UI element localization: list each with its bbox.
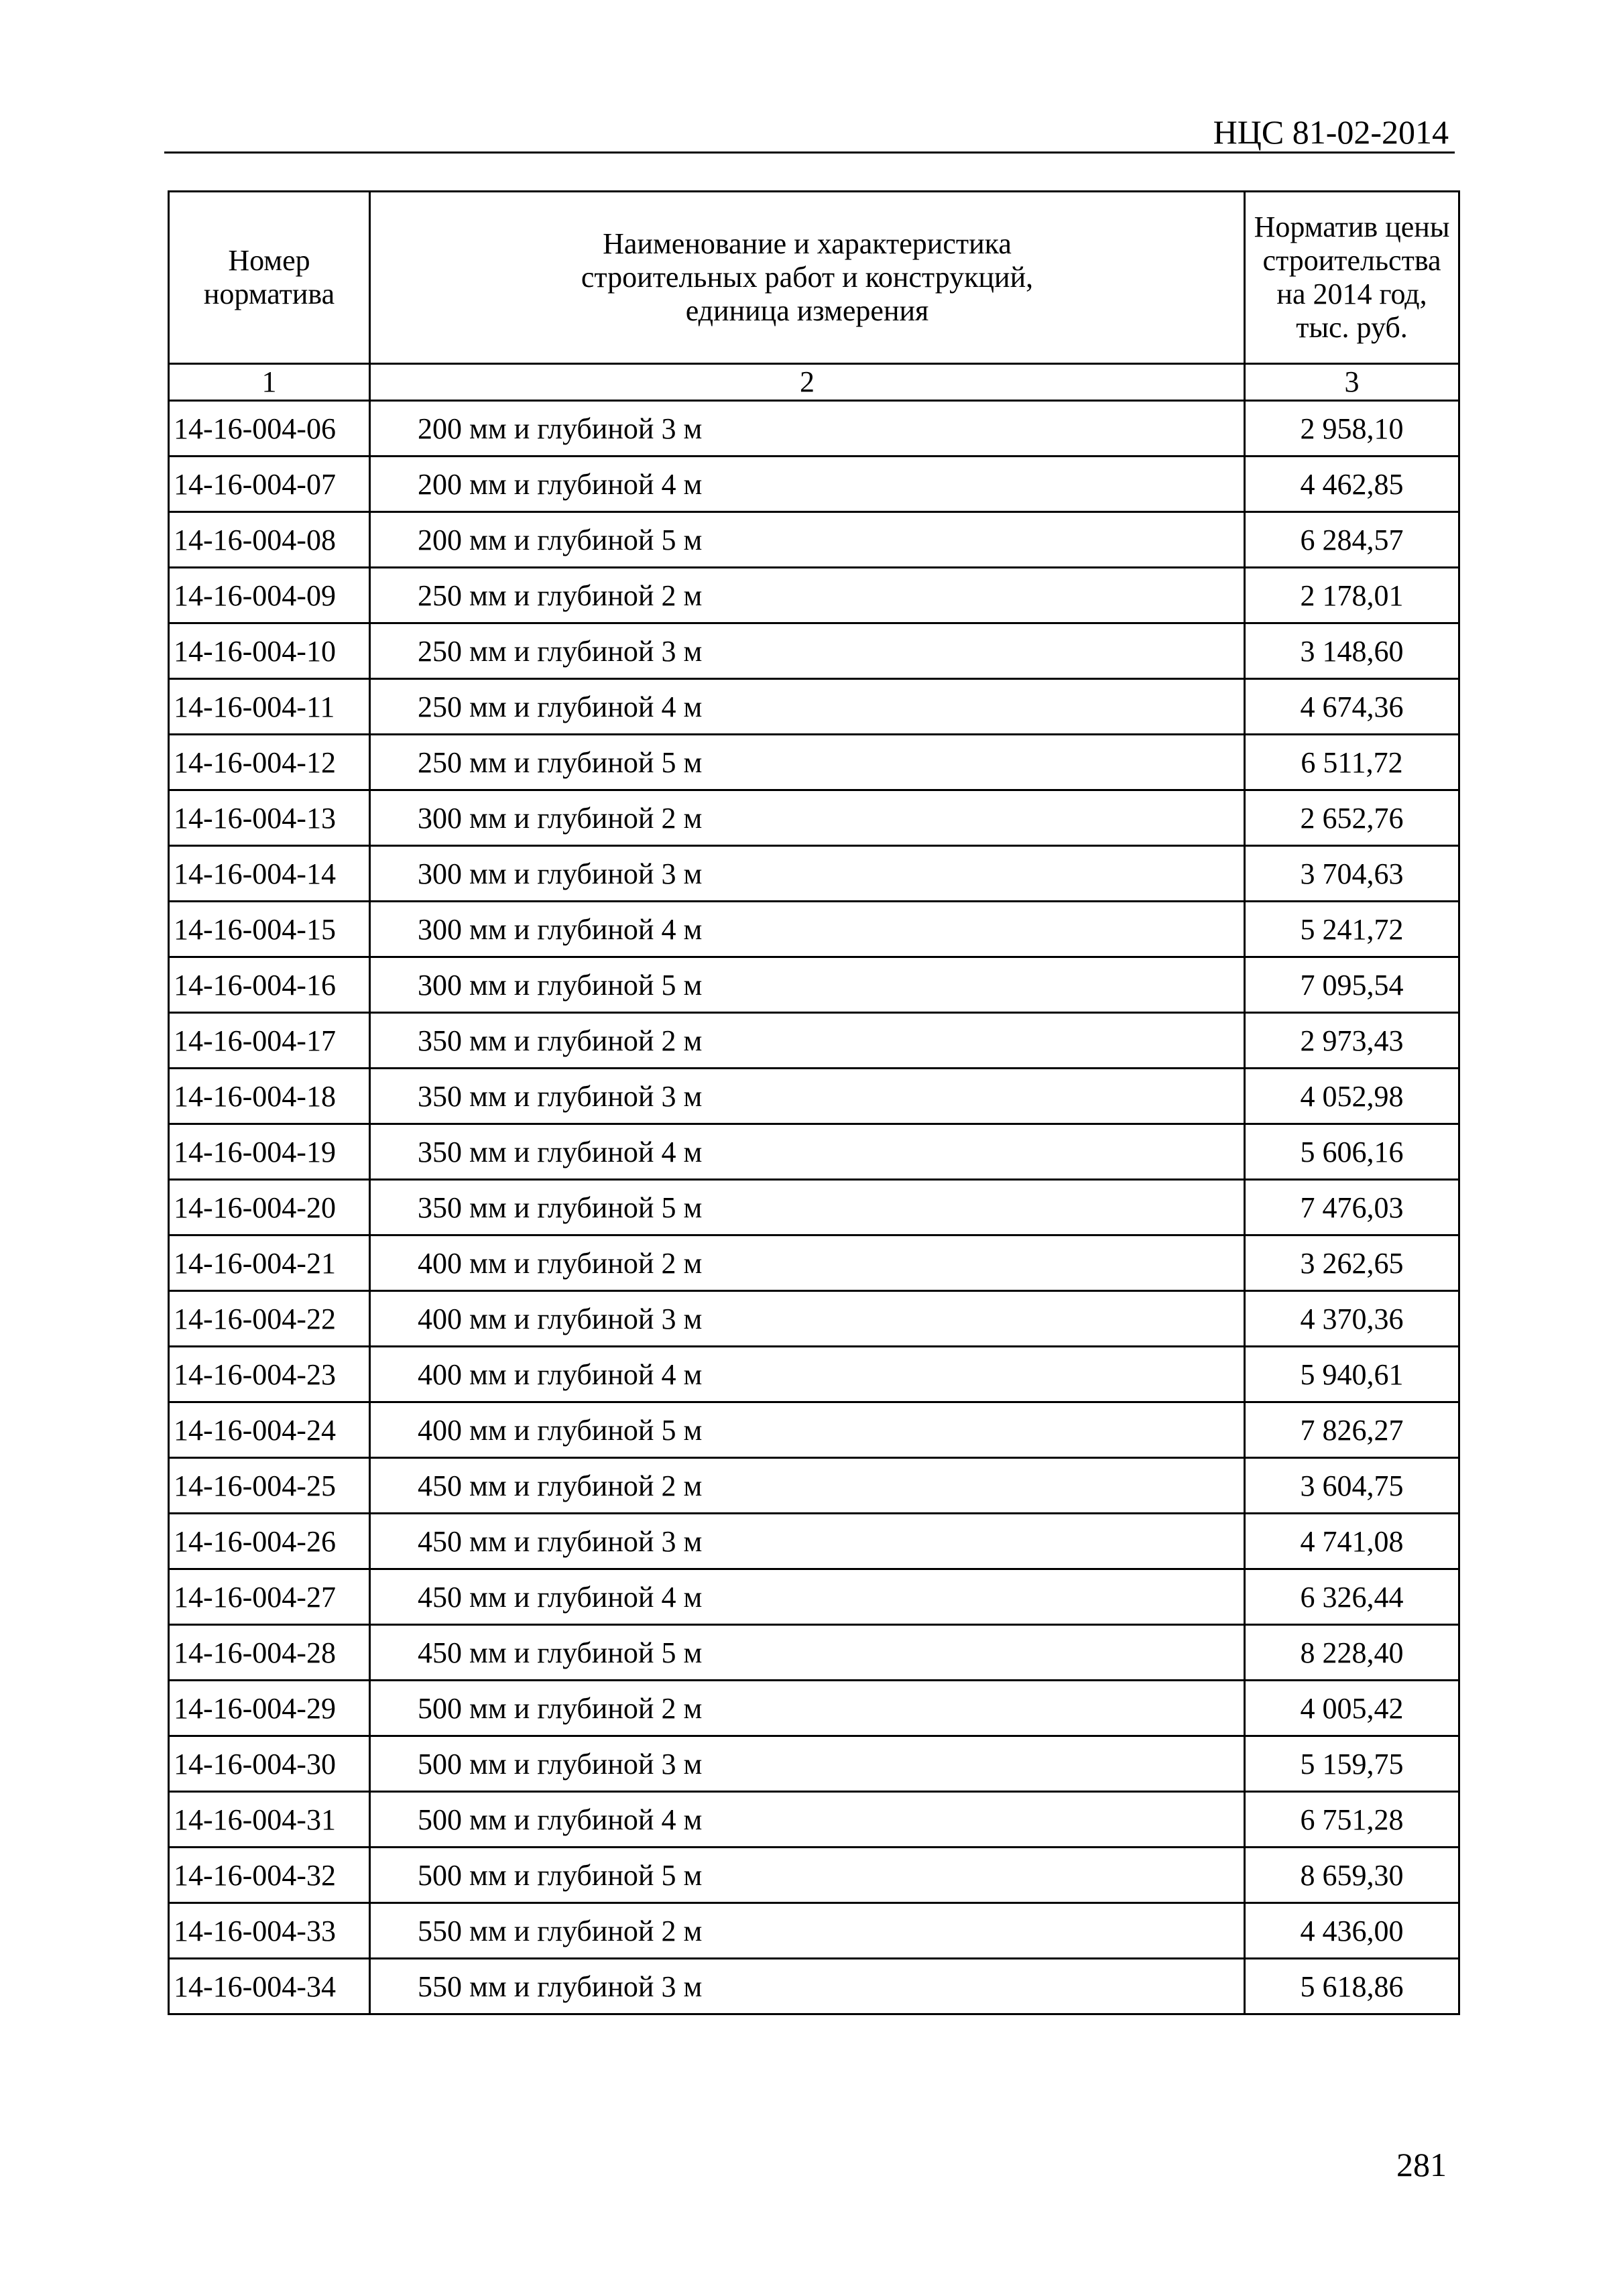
description-cell: 350 мм и глубиной 4 м (370, 1124, 1245, 1180)
description-cell: 500 мм и глубиной 5 м (370, 1848, 1245, 1903)
price-cell: 8 659,30 (1245, 1848, 1459, 1903)
table-row (169, 401, 1459, 457)
description-cell: 200 мм и глубиной 3 м (370, 401, 1245, 457)
norm-number-cell: 14-16-004-16 (169, 957, 370, 1013)
table-row (169, 1681, 1459, 1736)
norm-number-cell: 14-16-004-30 (169, 1736, 370, 1792)
table-row (169, 1959, 1459, 2014)
description-cell: 550 мм и глубиной 2 м (370, 1903, 1245, 1959)
norm-number-cell: 14-16-004-08 (169, 512, 370, 568)
table-row (169, 1903, 1459, 1959)
table-row (169, 1458, 1459, 1514)
description-cell: 450 мм и глубиной 2 м (370, 1458, 1245, 1514)
price-cell: 5 940,61 (1245, 1347, 1459, 1402)
norm-number-cell: 14-16-004-32 (169, 1848, 370, 1903)
description-cell: 400 мм и глубиной 4 м (370, 1347, 1245, 1402)
header-rule (164, 152, 1455, 154)
description-cell: 250 мм и глубиной 5 м (370, 735, 1245, 790)
column-header-description: Наименование и характеристика строительных работ и конструкций, единица измерения (370, 192, 1245, 364)
description-cell: 450 мм и глубиной 4 м (370, 1569, 1245, 1625)
price-cell: 3 148,60 (1245, 623, 1459, 679)
price-cell: 4 462,85 (1245, 457, 1459, 512)
table-row (169, 512, 1459, 568)
norm-number-cell: 14-16-004-22 (169, 1291, 370, 1347)
table-row (169, 902, 1459, 957)
price-cell: 5 606,16 (1245, 1124, 1459, 1180)
table-row (169, 1402, 1459, 1458)
price-cell: 2 973,43 (1245, 1013, 1459, 1069)
price-cell: 5 241,72 (1245, 902, 1459, 957)
table-body (169, 401, 1459, 2014)
norm-number-cell: 14-16-004-15 (169, 902, 370, 957)
description-cell: 250 мм и глубиной 4 м (370, 679, 1245, 735)
norm-number-cell: 14-16-004-17 (169, 1013, 370, 1069)
norm-number-cell: 14-16-004-12 (169, 735, 370, 790)
table-row (169, 1069, 1459, 1124)
column-number: 3 (1245, 364, 1459, 401)
description-cell: 450 мм и глубиной 3 м (370, 1514, 1245, 1569)
table-row (169, 790, 1459, 846)
table-row (169, 1792, 1459, 1848)
column-header-price: Норматив цены строительства на 2014 год, тыс. руб. (1245, 192, 1459, 364)
description-cell: 500 мм и глубиной 4 м (370, 1792, 1245, 1848)
document-code: НЦС 81-02-2014 (1213, 113, 1449, 151)
norm-number-cell: 14-16-004-34 (169, 1959, 370, 2014)
table-row (169, 1235, 1459, 1291)
description-cell: 350 мм и глубиной 2 м (370, 1013, 1245, 1069)
table-row (169, 846, 1459, 902)
description-cell: 400 мм и глубиной 5 м (370, 1402, 1245, 1458)
norm-number-cell: 14-16-004-18 (169, 1069, 370, 1124)
table-row (169, 1514, 1459, 1569)
table-row (169, 735, 1459, 790)
table-row (169, 957, 1459, 1013)
table-header-row (169, 192, 1459, 364)
norm-number-cell: 14-16-004-27 (169, 1569, 370, 1625)
table-row (169, 1124, 1459, 1180)
table-row (169, 623, 1459, 679)
norm-number-cell: 14-16-004-13 (169, 790, 370, 846)
norm-number-cell: 14-16-004-10 (169, 623, 370, 679)
column-number: 2 (370, 364, 1245, 401)
description-cell: 500 мм и глубиной 3 м (370, 1736, 1245, 1792)
description-cell: 250 мм и глубиной 3 м (370, 623, 1245, 679)
column-number: 1 (169, 364, 370, 401)
price-cell: 7 476,03 (1245, 1180, 1459, 1235)
price-cell: 4 741,08 (1245, 1514, 1459, 1569)
price-cell: 2 178,01 (1245, 568, 1459, 623)
norm-number-cell: 14-16-004-11 (169, 679, 370, 735)
norm-number-cell: 14-16-004-20 (169, 1180, 370, 1235)
norm-number-cell: 14-16-004-26 (169, 1514, 370, 1569)
table-row (169, 457, 1459, 512)
price-cell: 3 604,75 (1245, 1458, 1459, 1514)
description-cell: 400 мм и глубиной 3 м (370, 1291, 1245, 1347)
norm-number-cell: 14-16-004-23 (169, 1347, 370, 1402)
price-cell: 2 652,76 (1245, 790, 1459, 846)
price-cell: 4 052,98 (1245, 1069, 1459, 1124)
norm-number-cell: 14-16-004-21 (169, 1235, 370, 1291)
norm-number-cell: 14-16-004-33 (169, 1903, 370, 1959)
price-cell: 5 159,75 (1245, 1736, 1459, 1792)
price-cell: 7 826,27 (1245, 1402, 1459, 1458)
table-row (169, 1736, 1459, 1792)
price-cell: 8 228,40 (1245, 1625, 1459, 1681)
price-cell: 3 262,65 (1245, 1235, 1459, 1291)
price-cell: 4 436,00 (1245, 1903, 1459, 1959)
price-cell: 5 618,86 (1245, 1959, 1459, 2014)
description-cell: 300 мм и глубиной 5 м (370, 957, 1245, 1013)
norm-number-cell: 14-16-004-07 (169, 457, 370, 512)
norm-number-cell: 14-16-004-14 (169, 846, 370, 902)
norm-number-cell: 14-16-004-24 (169, 1402, 370, 1458)
norm-number-cell: 14-16-004-25 (169, 1458, 370, 1514)
price-cell: 2 958,10 (1245, 401, 1459, 457)
description-cell: 250 мм и глубиной 2 м (370, 568, 1245, 623)
table-row (169, 1625, 1459, 1681)
price-cell: 4 674,36 (1245, 679, 1459, 735)
price-cell: 6 751,28 (1245, 1792, 1459, 1848)
norm-number-cell: 14-16-004-09 (169, 568, 370, 623)
description-cell: 300 мм и глубиной 3 м (370, 846, 1245, 902)
table-row (169, 1848, 1459, 1903)
table-row (169, 1180, 1459, 1235)
description-cell: 500 мм и глубиной 2 м (370, 1681, 1245, 1736)
norm-number-cell: 14-16-004-19 (169, 1124, 370, 1180)
norm-number-cell: 14-16-004-06 (169, 401, 370, 457)
price-cell: 3 704,63 (1245, 846, 1459, 902)
table-row (169, 1347, 1459, 1402)
table-row (169, 1291, 1459, 1347)
price-cell: 7 095,54 (1245, 957, 1459, 1013)
price-cell: 6 511,72 (1245, 735, 1459, 790)
price-cell: 4 005,42 (1245, 1681, 1459, 1736)
price-norms-table (168, 190, 1460, 2015)
description-cell: 550 мм и глубиной 3 м (370, 1959, 1245, 2014)
table-row (169, 568, 1459, 623)
price-cell: 6 326,44 (1245, 1569, 1459, 1625)
norm-number-cell: 14-16-004-28 (169, 1625, 370, 1681)
description-cell: 450 мм и глубиной 5 м (370, 1625, 1245, 1681)
price-cell: 4 370,36 (1245, 1291, 1459, 1347)
table-row (169, 1569, 1459, 1625)
description-cell: 400 мм и глубиной 2 м (370, 1235, 1245, 1291)
description-cell: 300 мм и глубиной 2 м (370, 790, 1245, 846)
table-row (169, 1013, 1459, 1069)
norm-number-cell: 14-16-004-31 (169, 1792, 370, 1848)
description-cell: 350 мм и глубиной 3 м (370, 1069, 1245, 1124)
description-cell: 350 мм и глубиной 5 м (370, 1180, 1245, 1235)
column-number-row (169, 364, 1459, 401)
description-cell: 200 мм и глубиной 4 м (370, 457, 1245, 512)
table-row (169, 679, 1459, 735)
page-number: 281 (1396, 2146, 1447, 2183)
column-header-number: Номер норматива (169, 192, 370, 364)
price-cell: 6 284,57 (1245, 512, 1459, 568)
description-cell: 200 мм и глубиной 5 м (370, 512, 1245, 568)
description-cell: 300 мм и глубиной 4 м (370, 902, 1245, 957)
norm-number-cell: 14-16-004-29 (169, 1681, 370, 1736)
